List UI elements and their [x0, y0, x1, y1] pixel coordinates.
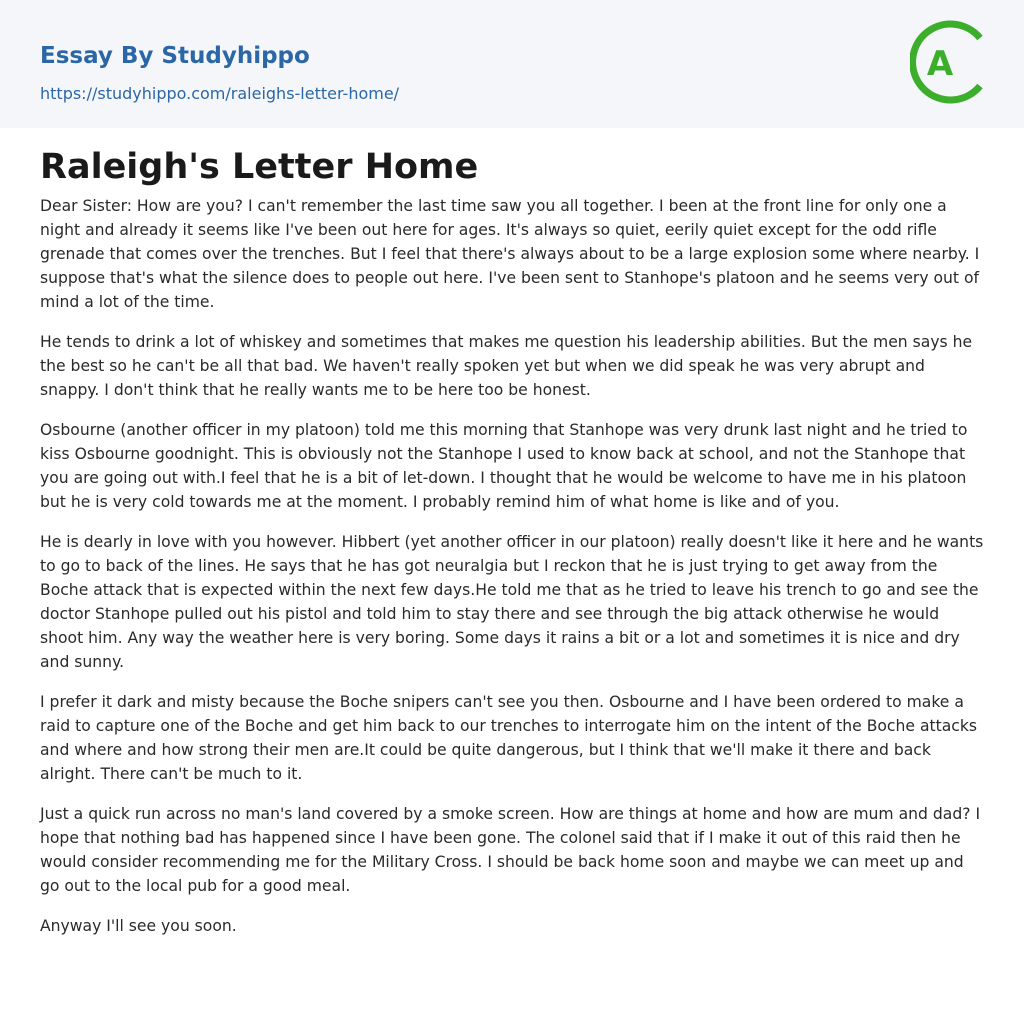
essay-paragraph: He is dearly in love with you however. Hibbert (yet another officer in our platoon) really doesn't like it here and he wants to go to back of the lines. He says that he has got neuralgia but I reckon that he is just trying to get away from the Boche attack that is expected within the next few days.He told me that as he tried to leave his trench to go and see the doctor Stanhope pulled out his pistol and told him to stay there and see through the big attack otherwise he would shoot him. Any way the weather here is very boring. Some days it rains a bit or a lot and sometimes it is nice and dry and sunny. [40, 533, 984, 671]
page-title: Raleigh's Letter Home [40, 147, 479, 187]
essay-paragraph: Dear Sister: How are you? I can't remember the last time saw you all together. I been at the front line for only one a night and already it seems like I've been out here for ages. It's always so quiet, eerily quiet except for the odd rifle grenade that comes over the trenches. But I feel that there's always about to be a large explosion some where nearby. I suppose that's what the silence does to people out here. I've been sent to Stanhope's platoon and he seems very out of mind a lot of the time. [40, 197, 980, 311]
svg-text:A: A [926, 44, 954, 84]
essay-body [40, 194, 986, 954]
studyhippo-logo-icon[interactable] [910, 18, 988, 106]
essay-paragraph: He tends to drink a lot of whiskey and sometimes that makes me question his leadership abilities. But the men says he the best so he can't be all that bad. We haven't really spoken yet but when we did speak he was very abrupt and snappy. I don't think that he really wants me to be here too be honest. [40, 333, 973, 399]
essay-paragraph: Osbourne (another officer in my platoon) told me this morning that Stanhope was very drunk last night and he tried to kiss Osbourne goodnight. This is obviously not the Stanhope I used to know back at school, and not the Stanhope that you are going out with.I feel that he is a bit of let-down. I thought that he would be welcome to have me in his platoon but he is very cold towards me at the moment. I probably remind him of what home is like and of you. [40, 421, 968, 511]
essay-paragraph: I prefer it dark and misty because the Boche snipers can't see you then. Osbourne and I have been ordered to make a raid to capture one of the Boche and get him back to our trenches to interrogate him on the intent of the Boche attacks and where and how strong their men are.It could be quite dangerous, but I think that we'll make it there and back alright. There can't be much to it. [40, 693, 978, 783]
brand-title[interactable]: Essay By Studyhippo [40, 43, 310, 69]
essay-paragraph: Anyway I'll see you soon. [40, 917, 237, 935]
source-url-link[interactable]: https://studyhippo.com/raleighs-letter-home/ [40, 84, 400, 103]
essay-paragraph: Just a quick run across no man's land covered by a smoke screen. How are things at home and how are mum and dad? I hope that nothing bad has happened since I have been gone. The colonel said that if I make it out of this raid then he would consider recommending me for the Military Cross. I should be back home soon and maybe we can meet up and go out to the local pub for a good meal. [40, 805, 981, 895]
